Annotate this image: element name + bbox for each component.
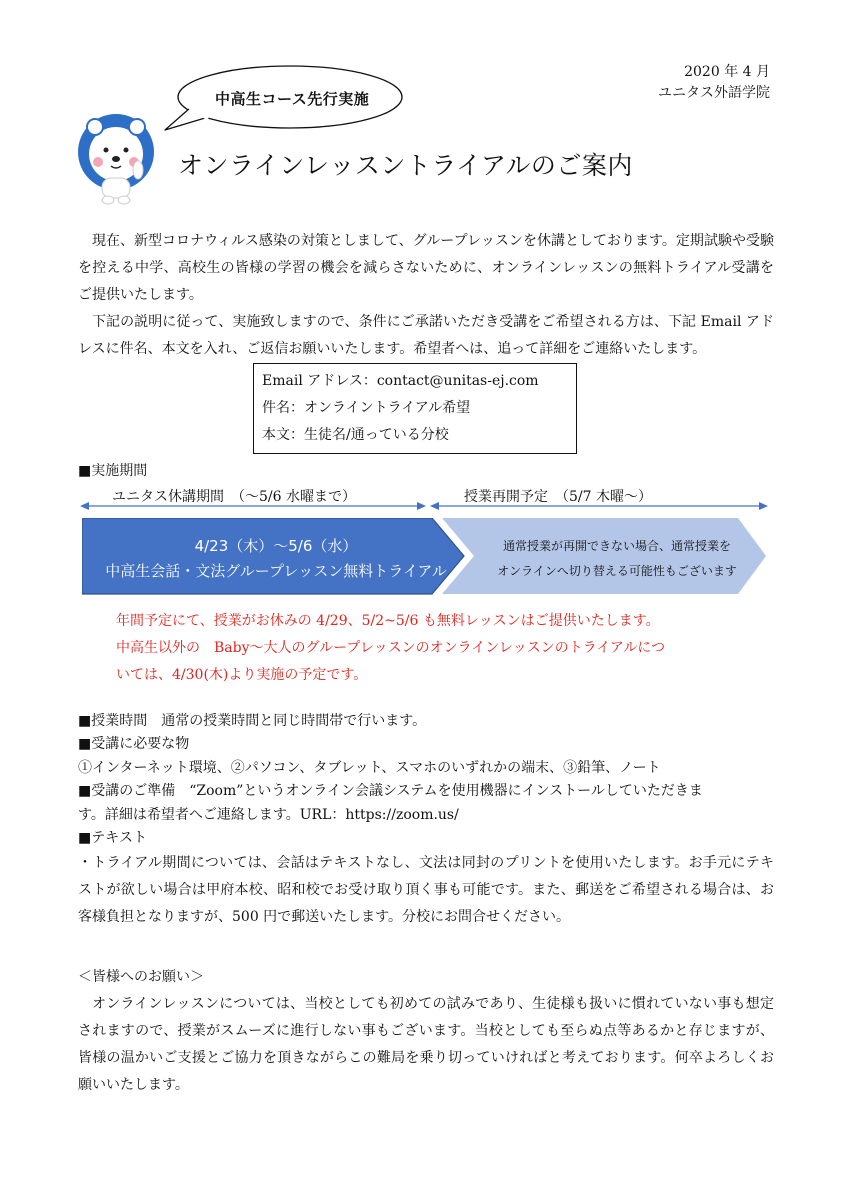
prep-line-2: す。詳細は希望者へご連絡します。URL：https://zoom.us/	[78, 806, 459, 823]
school-name: ユニタス外語学院	[658, 85, 770, 101]
period-heading: ■実施期間	[78, 463, 148, 479]
prep-line-1: ■受講のご準備 “Zoom”というオンライン会議システムを使用機器にインストールしていただきま	[78, 783, 703, 800]
lion-mascot-icon	[70, 112, 166, 208]
bubble-label: 中高生コース先行実施	[215, 90, 370, 108]
trial-banner-text	[96, 534, 456, 584]
resume-note-2: オンラインへ切り替える可能性もございます	[497, 564, 737, 578]
red-note-2: 中高生以外の Baby～大人のグループレッスンのオンラインレッスンのトライアルにつ	[116, 640, 666, 656]
closed-period-label: ユニタス休講期間 （～5/6 水曜まで）	[112, 489, 356, 505]
details-section	[78, 710, 774, 931]
header-date-block	[658, 62, 770, 104]
intro-paragraph-1: 現在、新型コロナウィルス感染の対策としまして、グループレッスンを休講としております。定期試験や受験を控える中学、高校生の皆様の学習の機会を減らさないために、オンラインレッスンの無料トライアル受講をご提供いたします。	[78, 233, 774, 303]
trial-name: 中高生会話・文法グループレッスン無料トライアル	[105, 562, 447, 580]
needs-list: ①インターネット環境、②パソコン、タブレット、スマホのいずれかの端末、③鉛筆、ノート	[78, 759, 661, 776]
needs-heading: ■受講に必要な物	[78, 736, 190, 753]
period-arrows	[80, 498, 770, 514]
resume-period-label: 授業再開予定 （5/7 木曜～）	[464, 489, 652, 505]
date-text: 2020 年 4 月	[684, 64, 770, 80]
text-heading: ■テキスト	[78, 830, 147, 847]
trial-dates: 4/23（木）～5/6（水）	[194, 537, 358, 555]
red-note-1: 年間予定にて、授業がお休みの 4/29、5/2~5/6 も無料レッスンはご提供いたします。	[116, 613, 660, 629]
intro-paragraph-2: 下記の説明に従って、実施致しますので、条件にご承諾いただき受講をご希望される方は、下記 Email アドレスに件名、本文を入れ、ご返信お願いいたします。希望者へは、追って詳細をご連絡いたします。	[78, 314, 774, 357]
lesson-time: ■授業時間 通常の授業時間と同じ時間帯で行います。	[78, 713, 427, 729]
wish-heading: ＜皆様へのお願い＞	[78, 969, 204, 985]
wish-body: オンラインレッスンについては、当校としても初めての試みであり、生徒様も扱いに慣れていない事も想定されますので、授業がスムーズに進行しない事もございます。当校としても至らぬ点等あるかと存じますが、皆様の温かいご支援とご協力を頂きながらこの難局を乗り切っていければと考えております。何卒よろしくお願いいたします。	[78, 996, 774, 1093]
resume-note-1: 通常授業が再開できない場合、通常授業を	[502, 539, 731, 553]
red-note-3: いては、4/30(木)より実施の予定です。	[116, 667, 368, 683]
contact-body-line: 本文：生徒名/通っている分校	[262, 427, 449, 443]
wish-section	[78, 964, 774, 1099]
text-body: ・トライアル期間については、会話はテキストなし、文法は同封のプリントを使用いたします。お手元にテキストが欲しい場合は甲府本校、昭和校でお受け取り頂く事も可能です。また、郵送をご希望される場合は、お客様負担となりますが、500 円で郵送いたします。分校にお問合せください。	[78, 855, 774, 926]
page-title: オンラインレッスントライアルのご案内	[178, 151, 633, 180]
red-notes	[116, 608, 676, 689]
contact-box	[253, 363, 577, 454]
intro-paragraphs	[78, 228, 774, 363]
contact-email-line: Email アドレス：contact@unitas-ej.com	[262, 373, 539, 389]
resume-banner-text	[472, 534, 762, 584]
contact-subject-line: 件名：オンライントライアル希望	[262, 400, 471, 416]
